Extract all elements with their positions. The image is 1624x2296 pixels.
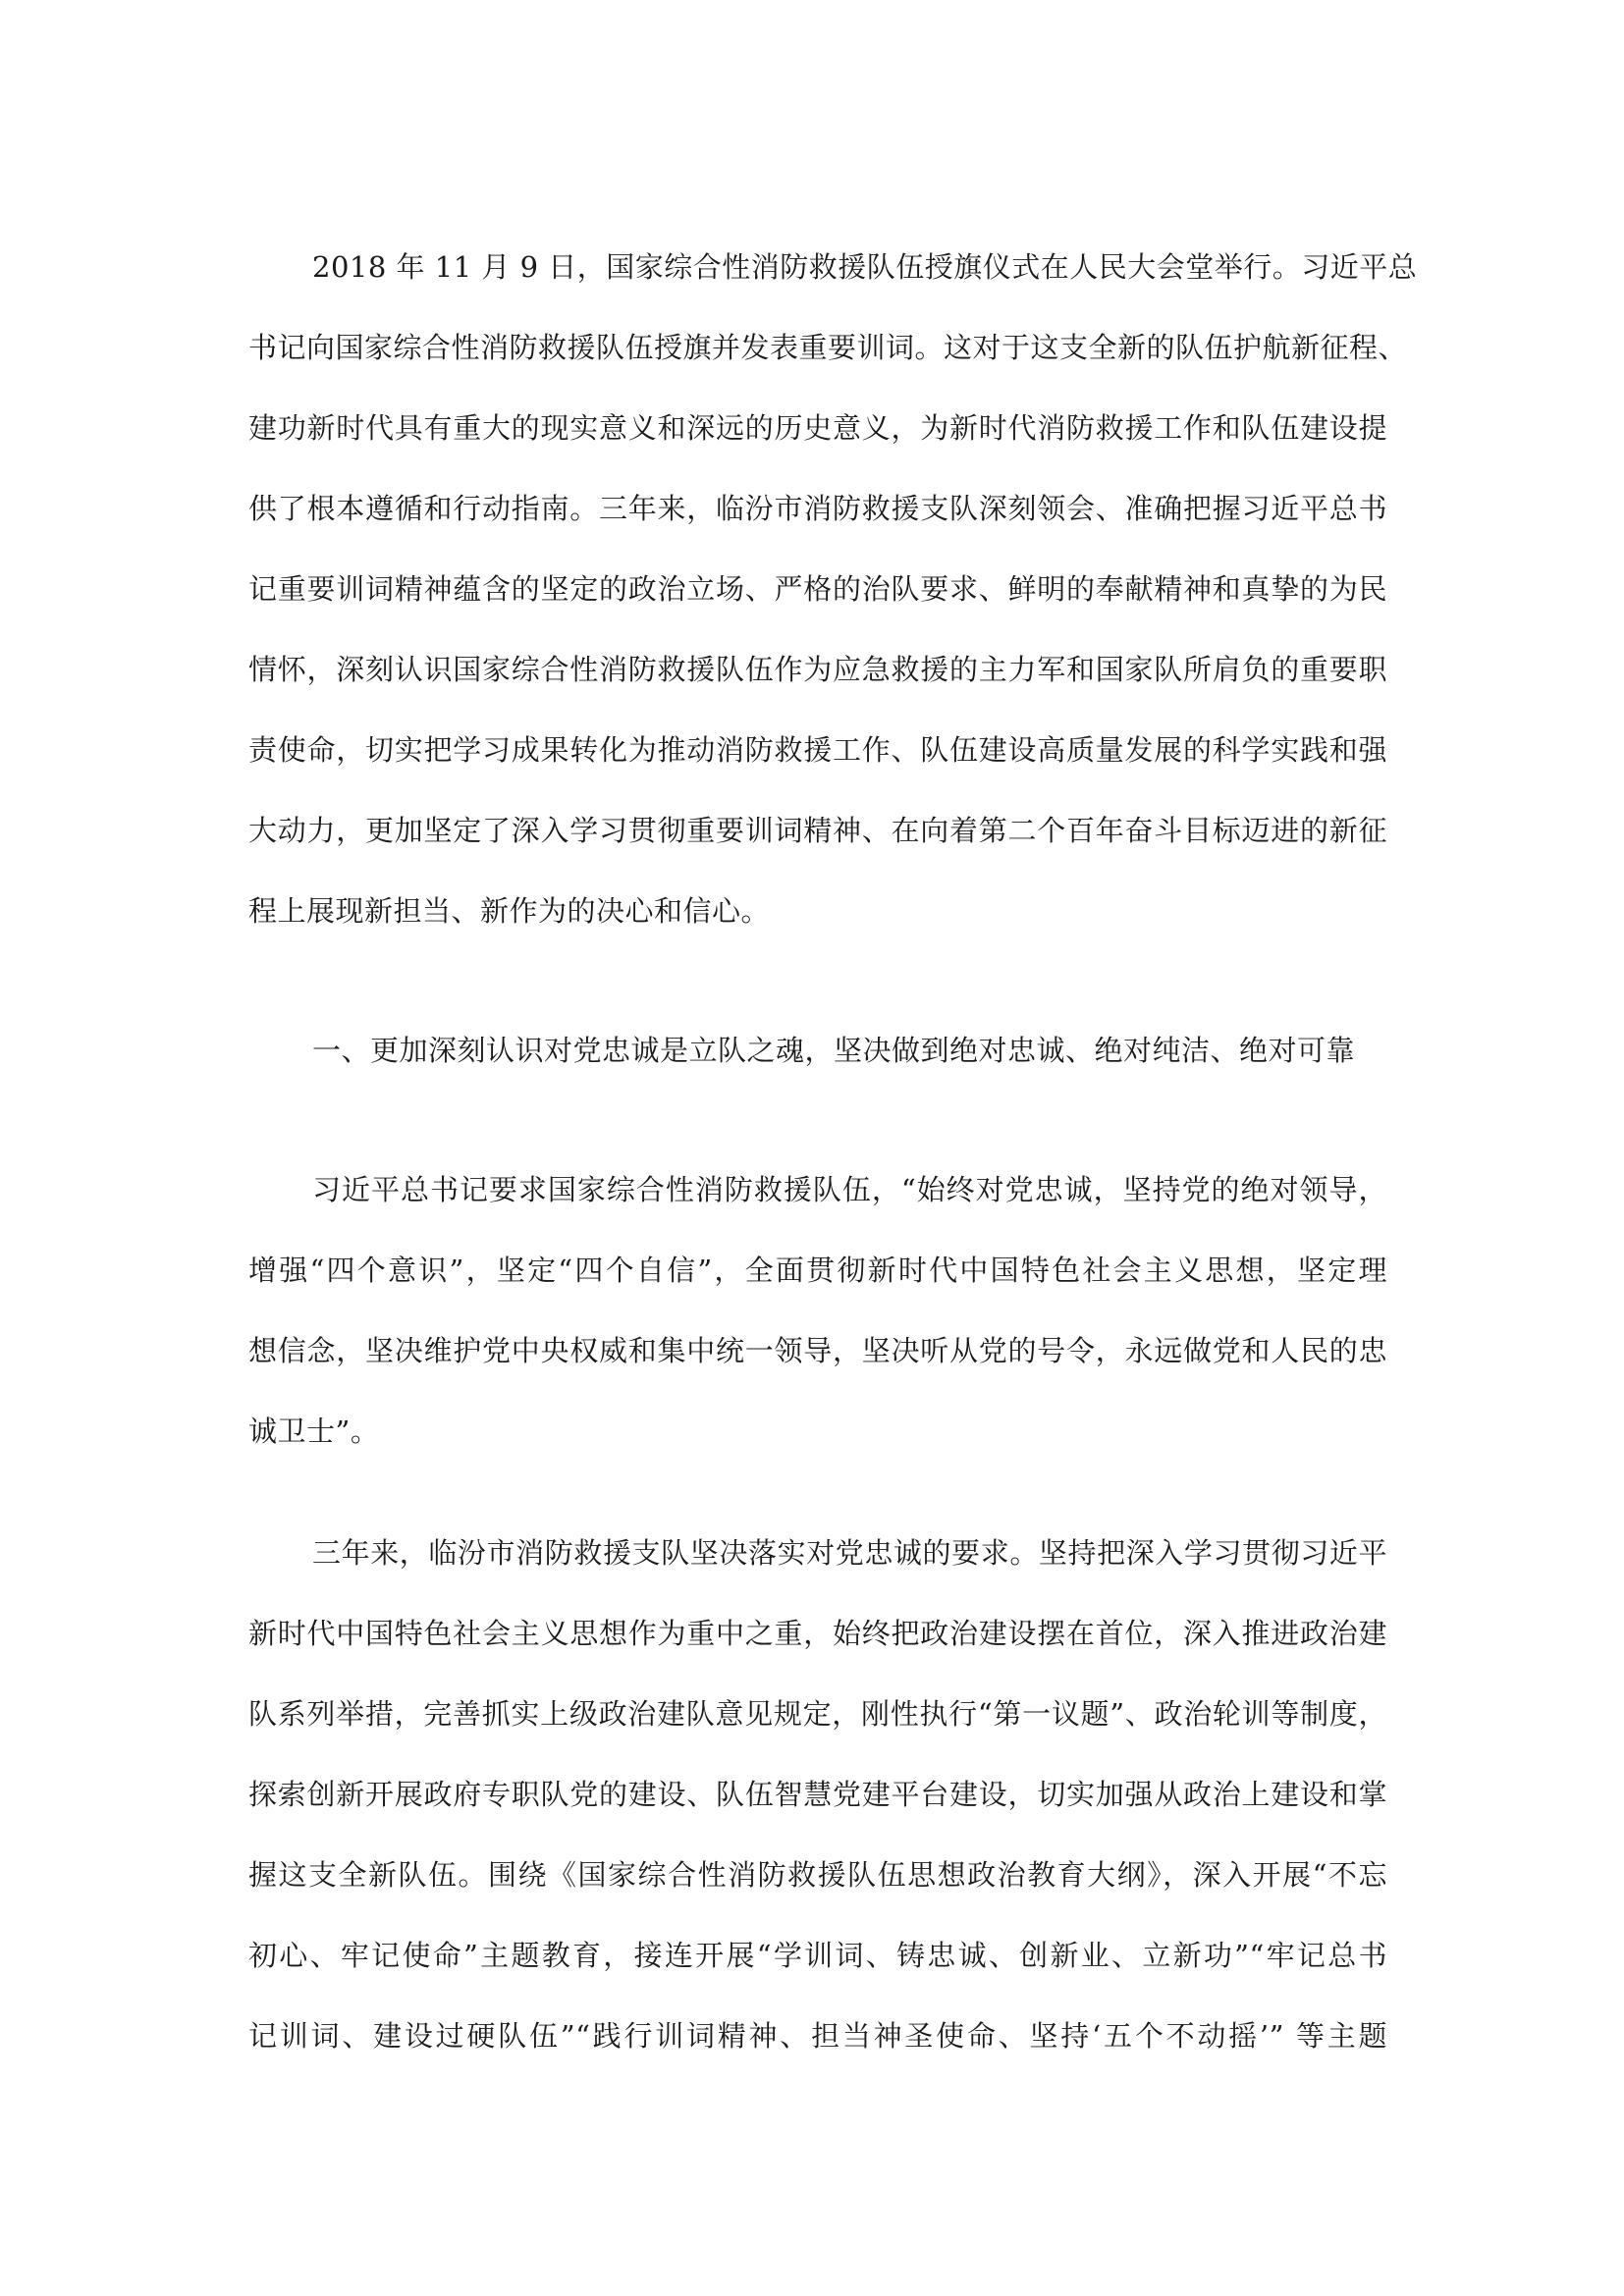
text-line: 新时代中国特色社会主义思想作为重中之重，始终把政治建设摆在首位，深入推进政治建 bbox=[248, 1617, 1387, 1650]
text-line: 记重要训词精神蕴含的坚定的政治立场、严格的治队要求、鲜明的奉献精神和真挚的为民 bbox=[248, 572, 1387, 606]
text-line: 供了根本遵循和行动指南。三年来，临汾市消防救援支队深刻领会、准确把握习近平总书 bbox=[248, 492, 1387, 525]
text-line: 三年来，临汾市消防救援支队坚决落实对党忠诚的要求。坚持把深入学习贯彻习近平 bbox=[312, 1536, 1387, 1570]
section-heading: 一、更加深刻认识对党忠诚是立队之魂，坚决做到绝对忠诚、绝对纯洁、绝对可靠 bbox=[312, 1034, 1356, 1067]
text-line: 队系列举措，完善抓实上级政治建队意见规定，刚性执行“第一议题”、政治轮训等制度， bbox=[248, 1697, 1387, 1731]
text-line: 诚卫士”。 bbox=[248, 1415, 380, 1448]
text-line: 习近平总书记要求国家综合性消防救援队伍，“始终对党忠诚，坚持党的绝对领导， bbox=[312, 1173, 1387, 1206]
text-line: 情怀，深刻认识国家综合性消防救援队伍作为应急救援的主力军和国家队所肩负的重要职 bbox=[248, 653, 1387, 686]
text-line: 书记向国家综合性消防救援队伍授旗并发表重要训词。这对于这支全新的队伍护航新征程、 bbox=[248, 331, 1408, 364]
text-line: 大动力，更加坚定了深入学习贯彻重要训词精神、在向着第二个百年奋斗目标迈进的新征 bbox=[248, 814, 1387, 847]
text-line: 想信念，坚决维护党中央权威和集中统一领导，坚决听从党的号令，永远做党和人民的忠 bbox=[248, 1334, 1387, 1367]
text-line: 增强“四个意识”，坚定“四个自信”，全面贯彻新时代中国特色社会主义思想，坚定理 bbox=[248, 1254, 1387, 1287]
text-line: 建功新时代具有重大的现实意义和深远的历史意义，为新时代消防救援工作和队伍建设提 bbox=[248, 411, 1387, 445]
text-line: 探索创新开展政府专职队党的建设、队伍智慧党建平台建设，切实加强从政治上建设和掌 bbox=[248, 1778, 1387, 1811]
text-line: 记训词、建设过硬队伍”“践行训词精神、担当神圣使命、坚持‘五个不动摇’” 等主题 bbox=[248, 2019, 1387, 2053]
text-line: 握这支全新队伍。围绕《国家综合性消防救援队伍思想政治教育大纲》，深入开展“不忘 bbox=[248, 1858, 1387, 1892]
text-line: 2018 年 11 月 9 日，国家综合性消防救援队伍授旗仪式在人民大会堂举行。习近平总 bbox=[312, 250, 1418, 284]
text-line: 初心、牢记使命”主题教育，接连开展“学训词、铸忠诚、创新业、立新功”“牢记总书 bbox=[248, 1939, 1387, 1972]
text-line: 程上展现新担当、新作为的决心和信心。 bbox=[248, 894, 771, 928]
text-line: 责使命，切实把学习成果转化为推动消防救援工作、队伍建设高质量发展的科学实践和强 bbox=[248, 733, 1387, 767]
